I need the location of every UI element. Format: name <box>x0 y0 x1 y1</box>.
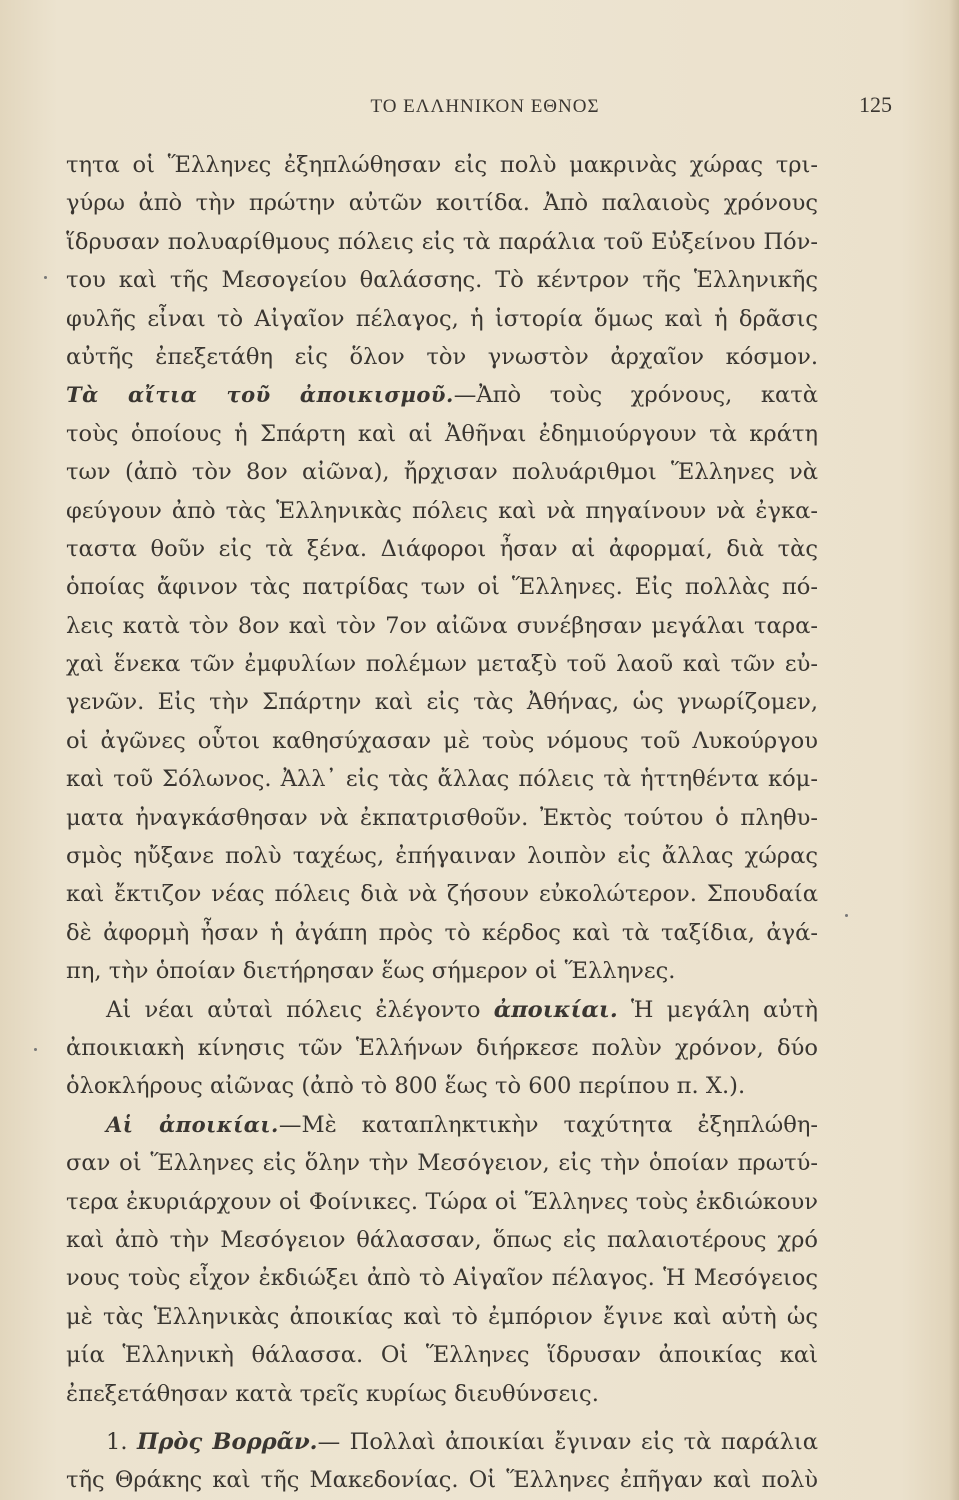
text-line <box>66 1259 818 1297</box>
text-line <box>66 376 818 414</box>
text-line <box>66 875 818 913</box>
line-text: λεις κατὰ τὸν 8ον καὶ τὸν 7ον αἰῶνα συνέβησαν μεγάλαι ταρα- <box>66 612 818 639</box>
line-text: τοὺς ὁποίους ἡ Σπάρτη καὶ αἱ Ἀθῆναι ἐδημιούργουν τὰ κράτη <box>66 420 818 447</box>
line-text: μὲ τὰς Ἑλληνικὰς ἀποικίας καὶ τὸ ἐμπόριον ἔγινε καὶ αὐτὴ ὡς <box>66 1303 818 1330</box>
text-line <box>66 1298 818 1336</box>
text-line <box>66 991 818 1029</box>
line-text: νους τοὺς εἶχον ἐκδιώξει ἀπὸ τὸ Αἰγαῖον πέλαγος. Ἡ Μεσόγειος <box>66 1265 818 1292</box>
text-line <box>66 261 818 299</box>
text-line <box>66 1375 818 1413</box>
text-line <box>66 683 818 721</box>
text-line <box>66 223 818 261</box>
line-text: πη, τὴν ὁποίαν διετήρησαν ἕως σήμερον οἱ Ἕλληνες. <box>66 958 676 985</box>
text-line <box>66 1183 818 1221</box>
line-text: γύρω ἀπὸ τὴν πρώτην αὐτῶν κοιτίδα. Ἀπὸ παλαιοὺς χρόνους <box>66 190 818 217</box>
line-text: σαν οἱ Ἕλληνες εἰς ὅλην τὴν Μεσόγειον, εἰς τὴν ὁποίαν πρωτύ- <box>66 1150 818 1177</box>
line-text: των (ἀπὸ τὸν 8ον αἰῶνα), ἤρχισαν πολυάριθμοι Ἕλληνες νὰ <box>66 459 818 486</box>
line-text: ἐπεξετάθησαν κατὰ τρεῖς κυρίως διευθύνσεις. <box>66 1380 599 1407</box>
line-prefix: 1. <box>106 1428 138 1455</box>
line-text: φυλῆς εἶναι τὸ Αἰγαῖον πέλαγος, ἡ ἱστορία ὅμως καὶ ἡ δρᾶσις <box>66 305 818 332</box>
line-text: —Ἀπὸ τοὺς χρόνους, κατὰ <box>453 382 818 409</box>
text-line <box>66 338 818 376</box>
line-prefix: Αἱ νέαι αὐταὶ πόλεις ἐλέγοντο <box>106 996 494 1023</box>
line-text: τητα οἱ Ἕλληνες ἐξηπλώθησαν εἰς πολὺ μακρινὰς χώρας τρι- <box>66 152 818 178</box>
text-line <box>66 837 818 875</box>
page-header <box>60 92 910 128</box>
line-text: δὲ ἀφορμὴ ἦσαν ἡ ἀγάπη πρὸς τὸ κέρδος καὶ τὰ ταξίδια, ἀγά- <box>66 919 818 946</box>
line-text: ὁποίας ἄφινον τὰς πατρίδας των οἱ Ἕλληνες. Εἰς πολλὰς πό- <box>66 574 818 601</box>
line-text: γενῶν. Εἰς τὴν Σπάρτην καὶ εἰς τὰς Ἀθήνας, ὡς γνωρίζομεν, <box>66 689 818 716</box>
line-text: ταστα θοῦν εἰς τὰ ξένα. Διάφοροι ἦσαν αἱ ἀφορμαί, διὰ τὰς <box>66 535 818 562</box>
emphasized-term: ἀποικίαι. <box>493 996 618 1023</box>
text-line <box>66 1029 818 1067</box>
line-text: καὶ ἔκτιζον νέας πόλεις διὰ νὰ ζήσουν εὐκολώτερον. Σπουδαία <box>66 881 818 908</box>
line-text: ἵδρυσαν πολυαρίθμους πόλεις εἰς τὰ παράλια τοῦ Εὐξείνου Πόν- <box>66 228 818 255</box>
text-line <box>66 1067 818 1105</box>
text-line <box>66 607 818 645</box>
text-line <box>66 645 818 683</box>
margin-speck <box>34 1048 37 1051</box>
text-line <box>66 1106 818 1144</box>
text-line <box>66 722 818 760</box>
text-line <box>66 453 818 491</box>
text-line <box>66 530 818 568</box>
margin-speck <box>44 276 47 279</box>
page-number: 125 <box>859 92 892 117</box>
line-text: ἀποικιακὴ κίνησις τῶν Ἑλλήνων διήρκεσε πολὺν χρόνον, δύο <box>66 1034 818 1061</box>
line-text: φεύγουν ἀπὸ τὰς Ἑλληνικὰς πόλεις καὶ νὰ πηγαίνουν νὰ ἐγκα- <box>66 497 818 524</box>
text-line <box>66 952 818 990</box>
text-line <box>66 760 818 798</box>
margin-speck <box>845 914 848 917</box>
line-text: οἱ ἀγῶνες οὗτοι καθησύχασαν μὲ τοὺς νόμους τοῦ Λυκούργου <box>66 727 818 754</box>
line-text: σμὸς ηὔξανε πολὺ ταχέως, ἐπήγαιναν λοιπὸν εἰς ἄλλας χώρας <box>66 843 818 870</box>
text-line <box>66 1336 818 1374</box>
line-text: μία Ἑλληνικὴ θάλασσα. Οἱ Ἕλληνες ἵδρυσαν ἀποικίας καὶ <box>66 1342 818 1369</box>
text-line <box>66 492 818 530</box>
line-text: του καὶ τῆς Μεσογείου θαλάσσης. Τὸ κέντρον τῆς Ἑλληνικῆς <box>66 267 818 294</box>
line-text: τερα ἐκυριάρχουν οἱ Φοίνικες. Τώρα οἱ Ἕλληνες τοὺς ἐκδιώκουν <box>66 1188 818 1215</box>
section-heading: Τὰ αἴτια τοῦ ἀποικισμοῦ. <box>66 382 454 408</box>
line-text: ματα ἠναγκάσθησαν νὰ ἐκπατρισθοῦν. Ἐκτὸς τούτου ὁ πληθυ- <box>66 804 818 831</box>
body-text <box>66 146 818 1500</box>
text-line <box>66 914 818 952</box>
emphasized-term: Πρὸς Βορρᾶν. <box>137 1428 318 1455</box>
line-text: τῆς Θράκης καὶ τῆς Μακεδονίας. Οἱ Ἕλληνες ἐπῆγαν καὶ πολὺ <box>66 1467 818 1494</box>
text-line <box>66 146 818 184</box>
line-text: — Πολλαὶ ἀποικίαι ἔγιναν εἰς τὰ παράλια <box>317 1428 819 1455</box>
text-line <box>66 1461 818 1499</box>
text-line <box>66 1144 818 1182</box>
section-heading: Αἱ ἀποικίαι. <box>106 1111 279 1137</box>
page-edge-shadow <box>949 0 959 1500</box>
line-text: —Μὲ καταπληκτικὴν ταχύτητα ἐξηπλώθη- <box>278 1111 818 1138</box>
text-line <box>66 799 818 837</box>
text-line <box>66 184 818 222</box>
text-line <box>66 300 818 338</box>
line-text: καὶ τοῦ Σόλωνος. Ἀλλ᾽ εἰς τὰς ἄλλας πόλεις τὰ ἡττηθέντα κόμ- <box>66 766 818 793</box>
line-text: Ἡ μεγάλη αὐτὴ <box>617 996 818 1023</box>
line-text: ὁλοκλήρους αἰῶνας (ἀπὸ τὸ 800 ἕως τὸ 600 περίπου π. Χ.). <box>66 1073 746 1100</box>
line-text: αὐτῆς ἐπεξετάθη εἰς ὅλον τὸν γνωστὸν ἀρχαῖον κόσμον. <box>66 343 818 370</box>
line-text: χαὶ ἕνεκα τῶν ἐμφυλίων πολέμων μεταξὺ τοῦ λαοῦ καὶ τῶν εὐ- <box>66 651 818 678</box>
text-line <box>66 568 818 606</box>
text-line <box>66 1423 818 1461</box>
text-line <box>66 1221 818 1259</box>
text-line <box>66 415 818 453</box>
line-text: καὶ ἀπὸ τὴν Μεσόγειον θάλασσαν, ὅπως εἰς παλαιοτέρους χρό <box>66 1226 818 1253</box>
running-head: ΤΟ ΕΛΛΗΝΙΚΟΝ ΕΘΝΟΣ <box>370 96 600 117</box>
